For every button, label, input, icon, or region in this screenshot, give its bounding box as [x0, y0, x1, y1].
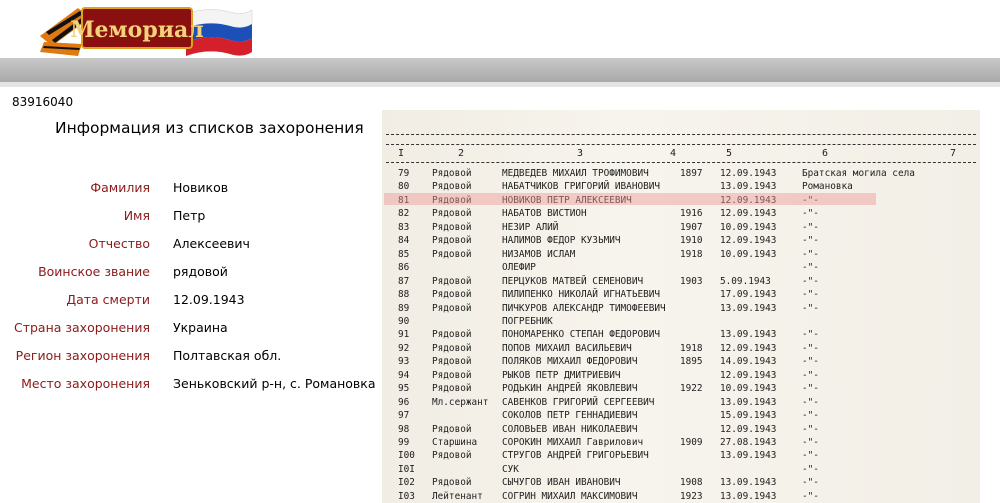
cell-rank: Рядовой [432, 342, 472, 354]
table-row [382, 329, 980, 341]
cell-n: 84 [398, 235, 410, 247]
table-row [382, 450, 980, 462]
cell-name: СОКОЛОВ ПЕТР ГЕННАДИЕВИЧ [502, 410, 638, 422]
cell-date: 12.09.1943 [720, 342, 777, 354]
cell-year: 1895 [680, 356, 703, 368]
column-header: 7 [950, 148, 957, 159]
cell-place: Братская могила села [802, 168, 915, 179]
cell-date: 10.09.1943 [720, 221, 777, 233]
cell-place: -"- [802, 490, 819, 502]
cell-year: 1918 [680, 248, 703, 260]
cell-rank: Рядовой [432, 221, 472, 233]
table-row [382, 262, 980, 274]
table-row [382, 222, 980, 234]
cell-year: 1907 [680, 221, 703, 233]
field-burial-region [0, 348, 372, 366]
cell-place: -"- [802, 221, 819, 233]
cell-n: 85 [398, 248, 410, 260]
cell-place: -"- [802, 437, 819, 448]
cell-place: -"- [802, 235, 819, 247]
cell-n: I0I [398, 463, 415, 475]
cell-rank: Лейтенант [432, 490, 483, 502]
field-value: Зеньковский р-н, с. Романовка [173, 376, 376, 391]
field-label: Регион захоронения [15, 348, 150, 363]
cell-n: 79 [398, 168, 410, 179]
table-row [382, 249, 980, 261]
cell-n: 99 [398, 437, 410, 448]
field-label: Страна захоронения [13, 320, 150, 335]
cell-n: 93 [398, 356, 410, 368]
cell-place: -"- [802, 329, 819, 341]
cell-rank: Рядовой [432, 194, 472, 206]
cell-name: НЕЗИР АЛИЙ [502, 221, 559, 233]
cell-date: 13.09.1943 [720, 490, 777, 502]
record-id: 83916040 [12, 95, 74, 109]
cell-place: -"- [802, 208, 819, 220]
table-row [382, 181, 980, 193]
svg-text:Мемориал: Мемориал [70, 17, 204, 43]
cell-name: СУК [502, 463, 519, 475]
cell-n: 81 [398, 194, 410, 206]
page-title: Информация из списков захоронения [55, 119, 364, 137]
cell-date: 13.09.1943 [720, 181, 777, 193]
cell-rank: Рядовой [432, 423, 472, 435]
cell-n: 94 [398, 369, 410, 381]
table-row [382, 208, 980, 220]
cell-n: 95 [398, 383, 410, 395]
field-value: Полтавская обл. [173, 348, 282, 363]
field-label: Место захоронения [21, 376, 150, 391]
separator-line [386, 134, 976, 135]
cell-n: 96 [398, 396, 410, 408]
cell-place: -"- [802, 275, 819, 287]
column-header: 4 [670, 148, 677, 159]
field-rank [0, 264, 372, 282]
cell-place: -"- [802, 396, 819, 408]
field-burial-place [0, 376, 376, 394]
cell-rank: Рядовой [432, 383, 472, 395]
field-label: Имя [123, 208, 150, 223]
cell-name: НОВИКОВ ПЕТР АЛЕКСЕЕВИЧ [502, 194, 632, 206]
cell-place: -"- [802, 450, 819, 462]
cell-place: -"- [802, 289, 819, 301]
table-row [382, 397, 980, 409]
cell-date: 13.09.1943 [720, 396, 777, 408]
cell-date: 10.09.1943 [720, 383, 777, 395]
cell-date: 5.09.1943 [720, 275, 771, 287]
cell-name: ПОПОВ МИХАИЛ ВАСИЛЬЕВИЧ [502, 342, 632, 354]
cell-n: 82 [398, 208, 410, 220]
cell-name: НИЗАМОВ ИСЛАМ [502, 248, 576, 260]
cell-n: 91 [398, 329, 410, 341]
cell-date: 27.08.1943 [720, 437, 777, 448]
separator-line [386, 162, 976, 163]
cell-date: 12.09.1943 [720, 194, 777, 206]
cell-name: МЕДВЕДЕВ МИХАИЛ ТРОФИМОВИЧ [502, 168, 649, 179]
table-row [382, 289, 980, 301]
separator-line [386, 144, 976, 145]
cell-rank: Старшина [432, 437, 478, 448]
cell-n: I00 [398, 450, 415, 462]
cell-rank: Рядовой [432, 450, 472, 462]
cell-rank: Рядовой [432, 289, 472, 301]
cell-place: -"- [802, 342, 819, 354]
cell-place: Романовка [802, 181, 853, 193]
cell-n: 89 [398, 302, 410, 314]
cell-date: 13.09.1943 [720, 302, 777, 314]
cell-year: 1916 [680, 208, 703, 220]
cell-date: 12.09.1943 [720, 235, 777, 247]
cell-rank: Рядовой [432, 275, 472, 287]
cell-name: САВЕНКОВ ГРИГОРИЙ СЕРГЕЕВИЧ [502, 396, 655, 408]
cell-year: 1909 [680, 437, 703, 448]
highlighted-row [384, 193, 876, 205]
field-label: Дата смерти [66, 292, 150, 307]
cell-rank: Рядовой [432, 208, 472, 220]
cell-name: РОДЬКИН АНДРЕЙ ЯКОВЛЕВИЧ [502, 383, 638, 395]
site-header [0, 0, 1000, 58]
cell-name: ОЛЕФИР [502, 262, 536, 274]
field-label: Отчество [88, 236, 150, 251]
cell-rank: Рядовой [432, 181, 472, 193]
cell-place: -"- [802, 248, 819, 260]
table-row [382, 370, 980, 382]
cell-date: 13.09.1943 [720, 329, 777, 341]
cell-name: СЫЧУГОВ ИВАН ИВАНОВИЧ [502, 477, 621, 489]
column-header: 6 [822, 148, 829, 159]
cell-name: НАЛИМОВ ФЕДОР КУЗЬМИЧ [502, 235, 621, 247]
field-label: Воинское звание [38, 264, 150, 279]
cell-name: СОГРИН МИХАИЛ МАКСИМОВИЧ [502, 490, 638, 502]
cell-name: НАБАТЧИКОВ ГРИГОРИЙ ИВАНОВИЧ [502, 181, 661, 193]
cell-year: 1910 [680, 235, 703, 247]
cell-name: РЫКОВ ПЕТР ДМИТРИЕВИЧ [502, 369, 621, 381]
cell-date: 14.09.1943 [720, 356, 777, 368]
cell-date: 15.09.1943 [720, 410, 777, 422]
field-value: Новиков [173, 180, 229, 195]
table-row [382, 491, 980, 503]
column-header: 2 [458, 148, 465, 159]
table-row [382, 303, 980, 315]
cell-date: 13.09.1943 [720, 450, 777, 462]
cell-n: I02 [398, 477, 415, 489]
cell-place: -"- [802, 463, 819, 475]
cell-rank: Рядовой [432, 329, 472, 341]
cell-name: ПОНОМАРЕНКО СТЕПАН ФЕДОРОВИЧ [502, 329, 661, 341]
cell-place: -"- [802, 383, 819, 395]
cell-rank: Рядовой [432, 168, 472, 179]
cell-year: 1908 [680, 477, 703, 489]
cell-date: 12.09.1943 [720, 208, 777, 220]
cell-n: 83 [398, 221, 410, 233]
cell-place: -"- [802, 423, 819, 435]
cell-rank: Рядовой [432, 356, 472, 368]
cell-name: НАБАТОВ ВИСТИОН [502, 208, 587, 220]
cell-year: 1918 [680, 342, 703, 354]
field-label: Фамилия [90, 180, 150, 195]
cell-n: 88 [398, 289, 410, 301]
cell-place: -"- [802, 410, 819, 422]
field-value: рядовой [173, 264, 228, 279]
cell-name: ПИЛИПЕНКО НИКОЛАЙ ИГНАТЬЕВИЧ [502, 289, 661, 301]
table-row [382, 276, 980, 288]
table-row [382, 424, 980, 436]
document-scan[interactable] [382, 110, 980, 503]
cell-rank: Рядовой [432, 235, 472, 247]
table-row [382, 464, 980, 476]
cell-year: 1903 [680, 275, 703, 287]
cell-rank: Рядовой [432, 248, 472, 260]
field-burial-country [0, 320, 372, 338]
table-row [382, 316, 980, 328]
cell-place: -"- [802, 369, 819, 381]
column-header: I [398, 148, 405, 159]
table-row [382, 383, 980, 395]
field-death-date [0, 292, 372, 310]
cell-name: ПОГРЕБНИК [502, 315, 553, 327]
cell-place: -"- [802, 194, 819, 206]
cell-rank: Рядовой [432, 369, 472, 381]
table-row [382, 168, 980, 180]
cell-year: 1922 [680, 383, 703, 395]
cell-name: ПОЛЯКОВ МИХАИЛ ФЕДОРОВИЧ [502, 356, 638, 368]
field-patronymic [0, 236, 372, 254]
field-first-name [0, 208, 372, 226]
cell-name: СТРУГОВ АНДРЕЙ ГРИГОРЬЕВИЧ [502, 450, 649, 462]
cell-name: СОРОКИН МИХАИЛ Гаврилович [502, 437, 644, 448]
field-value: Украина [173, 320, 228, 335]
cell-n: 92 [398, 342, 410, 354]
column-header: 5 [726, 148, 733, 159]
table-row [382, 343, 980, 355]
cell-n: 98 [398, 423, 410, 435]
field-value: 12.09.1943 [173, 292, 245, 307]
cell-place: -"- [802, 302, 819, 314]
cell-n: 90 [398, 315, 410, 327]
header-bar [0, 58, 1000, 82]
cell-date: 17.09.1943 [720, 289, 777, 301]
cell-date: 12.09.1943 [720, 369, 777, 381]
table-row [382, 410, 980, 422]
header-divider [0, 82, 1000, 87]
cell-year: 1897 [680, 168, 703, 179]
table-row [382, 356, 980, 368]
cell-name: ПЕРЦУКОВ МАТВЕЙ СЕМЕНОВИЧ [502, 275, 644, 287]
cell-rank: Мл.сержант [432, 396, 489, 408]
cell-name: СОЛОВЬЕВ ИВАН НИКОЛАЕВИЧ [502, 423, 638, 435]
cell-rank: Рядовой [432, 302, 472, 314]
cell-date: 13.09.1943 [720, 477, 777, 489]
cell-n: 80 [398, 181, 410, 193]
field-value: Алексеевич [173, 236, 250, 251]
memorial-logo[interactable] [38, 2, 256, 60]
cell-date: 12.09.1943 [720, 168, 777, 179]
column-header: 3 [577, 148, 584, 159]
field-surname [0, 180, 372, 198]
table-row [382, 235, 980, 247]
table-row [382, 477, 980, 489]
cell-year: 1923 [680, 490, 703, 502]
cell-place: -"- [802, 477, 819, 489]
cell-date: 12.09.1943 [720, 423, 777, 435]
cell-place: -"- [802, 356, 819, 368]
cell-date: 10.09.1943 [720, 248, 777, 260]
cell-n: 87 [398, 275, 410, 287]
table-row [382, 437, 980, 449]
cell-n: I03 [398, 490, 415, 502]
cell-n: 97 [398, 410, 410, 422]
cell-n: 86 [398, 262, 410, 274]
cell-name: ПИЧКУРОВ АЛЕКСАНДР ТИМОФЕЕВИЧ [502, 302, 666, 314]
field-value: Петр [173, 208, 206, 223]
cell-place: -"- [802, 262, 819, 274]
cell-rank: Рядовой [432, 477, 472, 489]
